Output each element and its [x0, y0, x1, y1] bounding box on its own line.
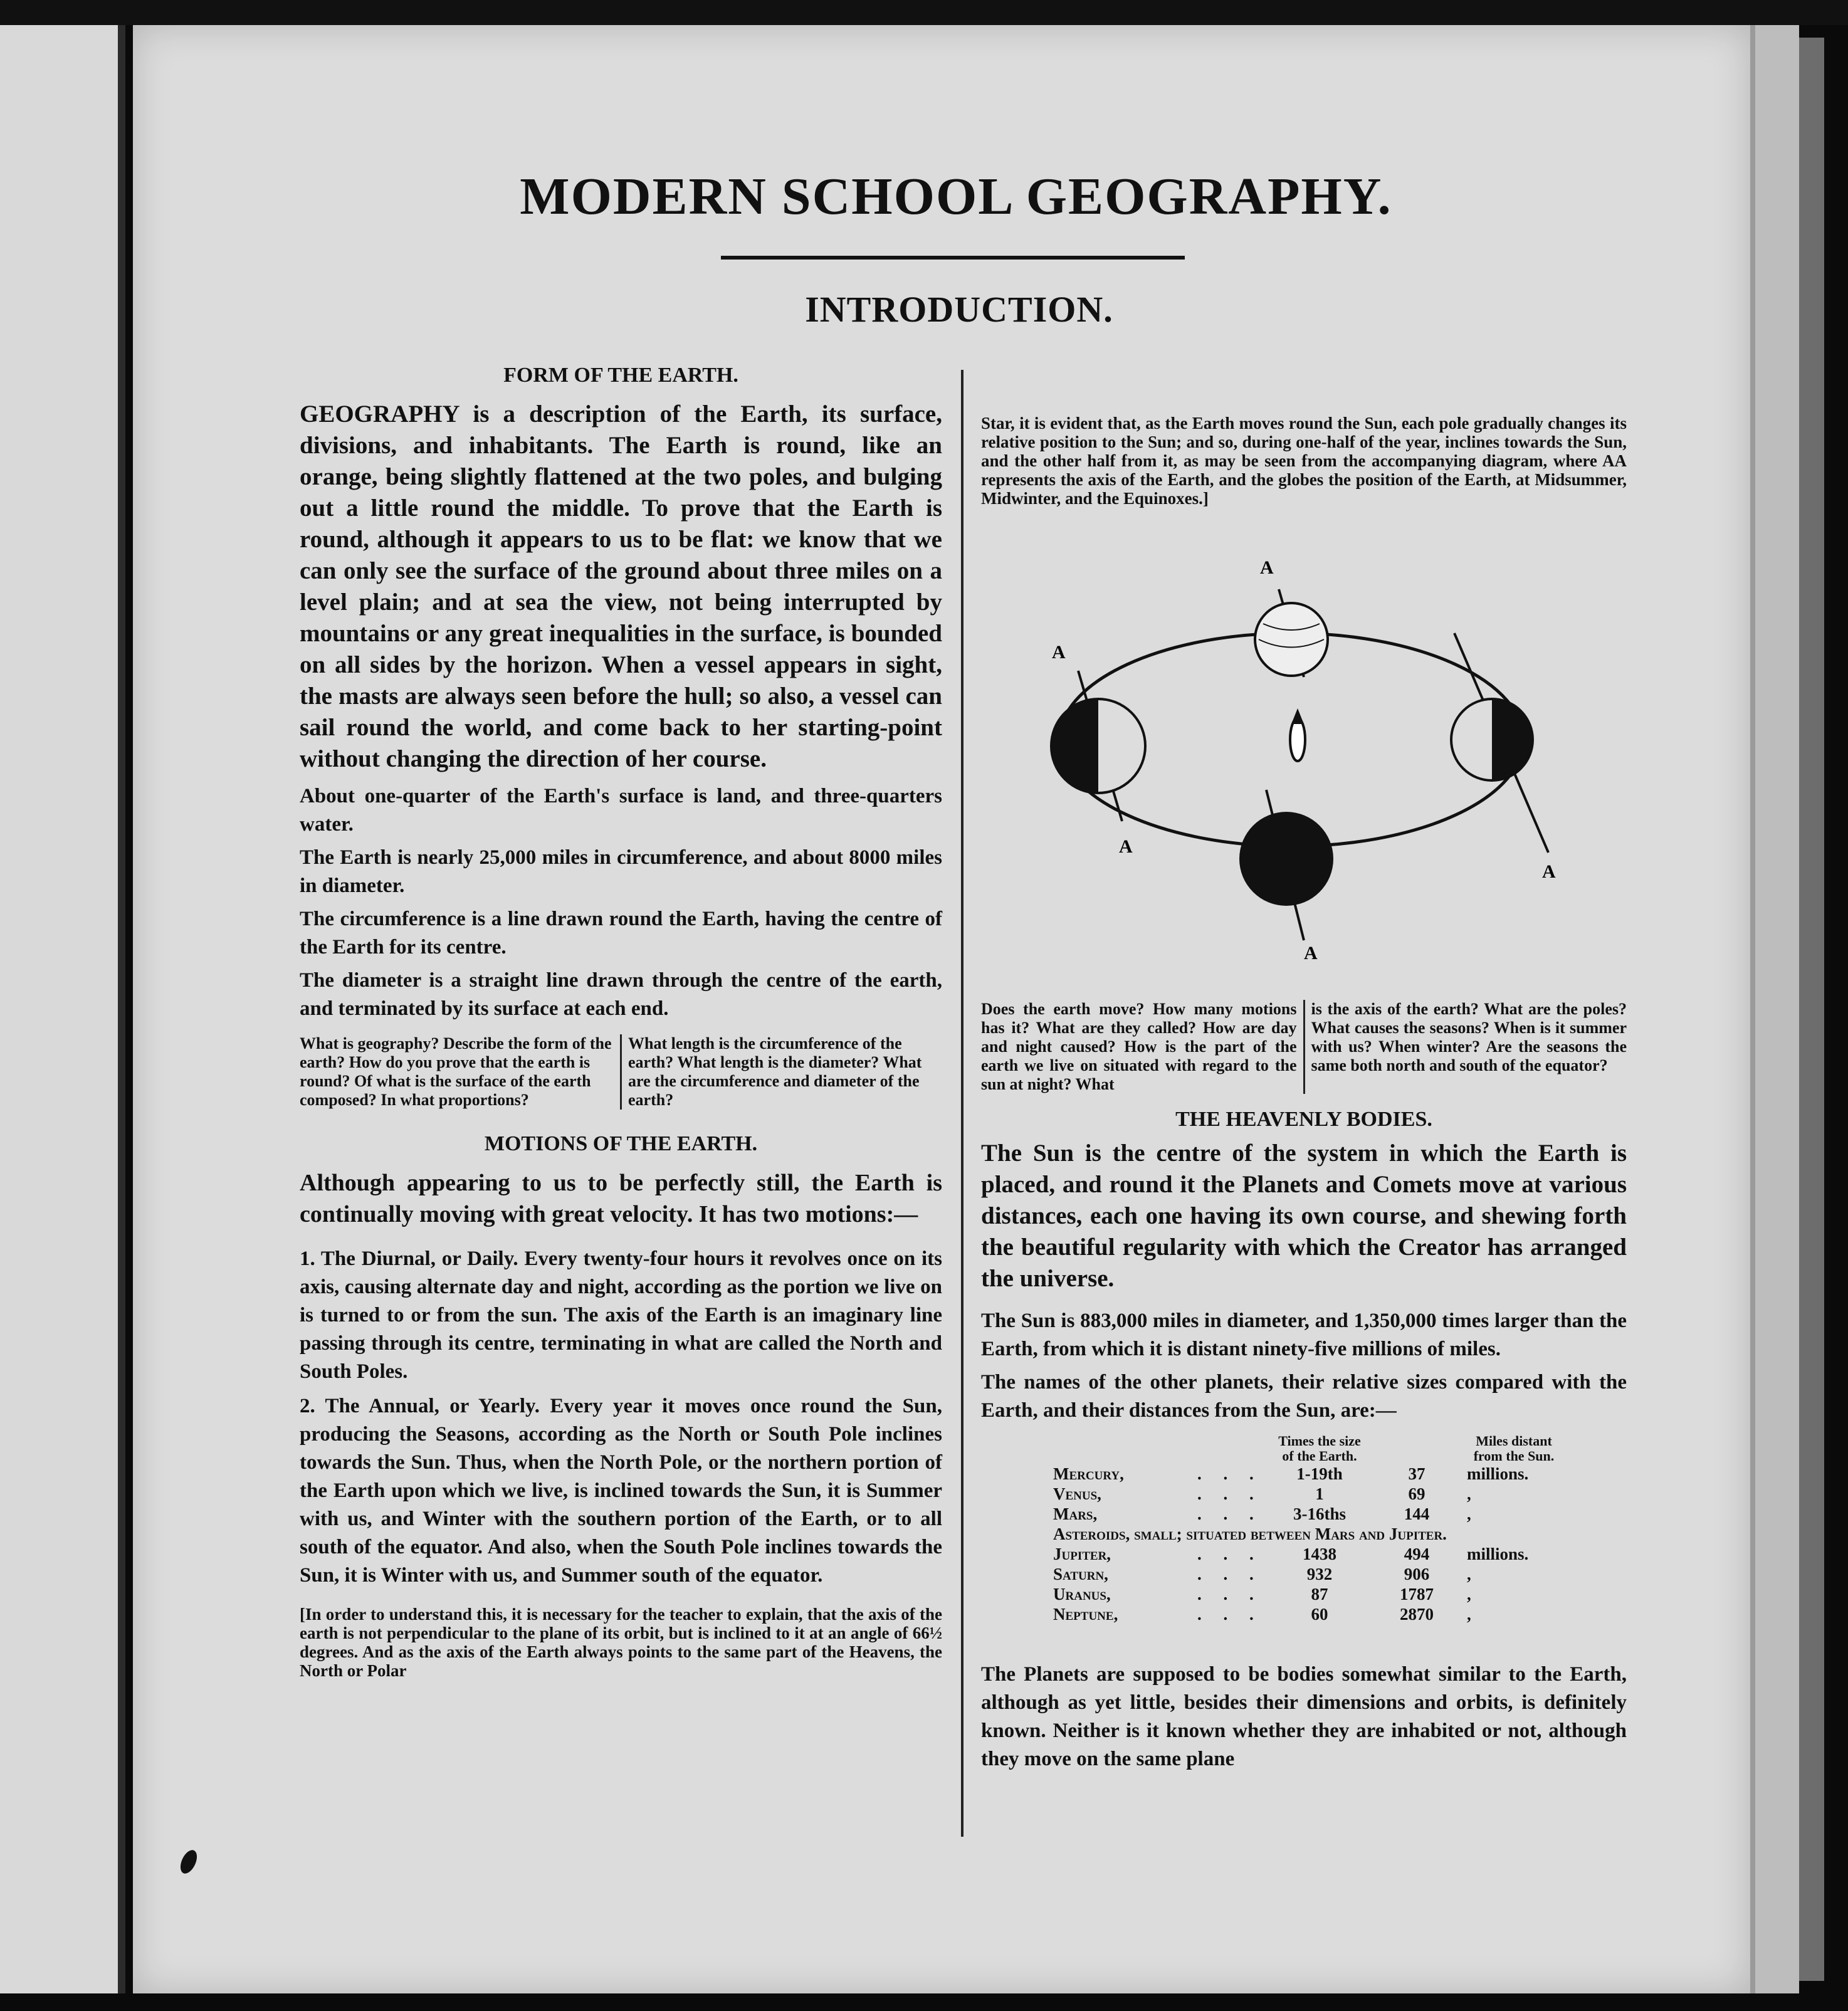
planet-name: Mercury, — [1053, 1464, 1124, 1483]
heavenly-heading: THE HEAVENLY BODIES. — [1175, 1108, 1432, 1131]
planet-size: 1 — [1315, 1484, 1324, 1503]
planet-unit: , — [1467, 1484, 1471, 1503]
questions-divider — [1303, 1000, 1305, 1094]
motions-intro: Although appearing to us to be perfectly still, the Earth is continually moving with great velocity. It has two motions:— — [300, 1170, 942, 1227]
diurnal-motion: 1. The Diurnal, or Daily. Every twenty-four hours it revolves once on its axis, causing alternate day and night, according as the portion we live on is turned to or from the sun. The axis of the Earth is an imaginary line passing through its centre, terminating in what are called the North and South Poles. — [300, 1247, 942, 1383]
planet-unit: , — [1467, 1604, 1471, 1624]
planet-unit: , — [1467, 1504, 1471, 1523]
planet-size: 60 — [1311, 1604, 1328, 1624]
teacher-note-continued: Star, it is evident that, as the Earth moves round the Sun, each pole gradually changes its relative position to the Sun; and so, during one-half of the year, inclines towards the Sun, and the other half from it, as may be seen from the accompanying diagram, where AA represents the axis of the Earth, and the globes the position of the Earth, at Midsummer, Midwinter, and the Equinoxes.] — [981, 414, 1627, 508]
planet-name: Venus, — [1053, 1484, 1101, 1503]
planets-intro: The names of the other planets, their relative sizes compared with the Earth, and their distances from the Sun, are:— — [981, 1371, 1627, 1422]
axis-label: A — [1119, 836, 1133, 857]
table-row — [1053, 1484, 1627, 1504]
title-rule — [721, 256, 1185, 260]
left-column — [300, 364, 942, 1680]
globe-right — [1451, 633, 1548, 853]
questions-divider — [620, 1034, 622, 1110]
form-paragraph: GEOGRAPHY is a description of the Earth, its surface, divisions, and inhabitants. The Earth is round, like an orange, being slightly flattened at the two poles, and bulging out a little round the middle. To prove that the Earth is round, although it appears to us to be flat: we know that we can only see the surface of the ground about three miles on a level plain; and at sea the view, not being interrupted by mountains or any great inequalities in the surface, is bounded on all sides by the horizon. When a vessel appears in sight, the masts are always seen before the hull; so also, a vessel can sail round the world, and come back to her starting-point without changing the direction of her course. — [300, 401, 942, 772]
land-water-text: About one-quarter of the Earth's surface is land, and three-quarters water. — [300, 785, 942, 836]
teacher-note: [In order to understand this, it is necessary for the teacher to explain, that the axis of the earth is not perpendicular to the plane of its orbit, but is inclined to it at an angle of 66½ degrees. And as the axis of the Earth always points to the same part of the Heavens, the North or Polar — [300, 1605, 942, 1680]
facing-page-edge — [0, 25, 125, 1993]
leader-dots: . . . — [1197, 1584, 1263, 1604]
column-divider — [961, 370, 963, 1837]
scan-top-border — [0, 0, 1848, 25]
planet-distance: 906 — [1404, 1564, 1430, 1583]
table-row — [1053, 1544, 1627, 1564]
axis-label: A — [1304, 943, 1318, 963]
right-column-lower — [981, 1000, 1627, 1773]
annual-motion: 2. The Annual, or Yearly. Every year it moves once round the Sun, producing the Seasons, according as the North or South Pole inclines towards the Sun. Thus, when the North Pole, or the northern portion of the Earth upon which we live, is inclined towards the Sun, it is Summer with us, and Winter with the southern portion of the Earth, or to all south of the equator. And also, when the South Pole inclines towards the Sun, it is Winter with us, and Summer south of the equator. — [300, 1395, 942, 1587]
seasons-diagram — [1028, 552, 1567, 990]
table-header-distance: Miles distant from the Sun. — [1473, 1433, 1555, 1464]
planet-unit: , — [1467, 1584, 1471, 1604]
planet-size: 87 — [1311, 1584, 1328, 1604]
diameter-definition: The diameter is a straight line drawn through the centre of the earth, and terminated by its surface at each end. — [300, 969, 942, 1020]
planet-unit: , — [1467, 1564, 1471, 1583]
circumference-fact: The Earth is nearly 25,000 miles in circumference, and about 8000 miles in diameter. — [300, 846, 942, 897]
planet-name: Mars, — [1053, 1504, 1098, 1523]
leader-dots: . . . — [1197, 1564, 1263, 1583]
axis-label: A — [1542, 861, 1556, 882]
planet-size: 3-16ths — [1293, 1504, 1346, 1523]
motion-questions-left: Does the earth move? How many motions has it? What are they called? How are day and night caused? How is the part of the earth we live on situated with regard to the sun at night? What — [981, 1000, 1297, 1093]
section-title: INTRODUCTION. — [805, 289, 1113, 330]
axis-label: A — [1052, 642, 1066, 663]
leader-dots: . . . — [1197, 1464, 1263, 1483]
planet-name: Uranus, — [1053, 1584, 1111, 1604]
right-column — [981, 414, 1627, 508]
sun-fact: The Sun is 883,000 miles in diameter, and 1,350,000 times larger than the Earth, from which it is distant ninety-five millions of miles. — [981, 1310, 1627, 1360]
table-row — [1053, 1564, 1627, 1584]
circumference-definition: The circumference is a line drawn round the Earth, having the centre of the Earth for its centre. — [300, 908, 942, 958]
table-row — [1053, 1464, 1627, 1484]
planet-name: Jupiter, — [1053, 1544, 1111, 1563]
motion-questions-right: is the axis of the earth? What are the poles? What causes the seasons? When is it summer with us? When winter? Are the seasons the same both north and south of the equator? — [1311, 1000, 1627, 1074]
sun-figure — [1290, 708, 1305, 761]
planet-distance: 2870 — [1400, 1604, 1434, 1624]
planet-size: 1-19th — [1296, 1464, 1343, 1483]
planet-distance: 69 — [1408, 1484, 1425, 1503]
page-stack-shadow — [1799, 38, 1824, 1981]
planet-table — [1053, 1434, 1627, 1624]
heavenly-intro: The Sun is the centre of the system in which the Earth is placed, and round it the Planets and Comets move at various distances, each one having its own course, and shewing forth the beautiful regularity with which the Creator has arranged the universe. — [981, 1140, 1627, 1292]
page-title: MODERN SCHOOL GEOGRAPHY. — [520, 167, 1392, 226]
leader-dots: . . . — [1197, 1544, 1263, 1563]
asteroids-row: Asteroids, small; situated between Mars and Jupiter. — [1053, 1524, 1447, 1543]
planet-unit: millions. — [1467, 1544, 1529, 1563]
form-heading: FORM OF THE EARTH. — [503, 364, 738, 387]
planet-name: Neptune, — [1053, 1604, 1118, 1624]
planet-rows — [1053, 1464, 1627, 1624]
motion-questions — [981, 1000, 1627, 1094]
planet-distance: 144 — [1404, 1504, 1430, 1523]
table-row — [1053, 1604, 1627, 1624]
planet-distance: 1787 — [1400, 1584, 1434, 1604]
form-questions-right: What length is the circumference of the earth? What length is the diameter? What are the circumference and diameter of the earth? — [628, 1034, 922, 1109]
axis-label: A — [1260, 557, 1274, 578]
planets-paragraph: The Planets are supposed to be bodies somewhat similar to the Earth, although as yet little, besides their dimensions and orbits, is definitely known. Neither is it known whether they are inhabited or not, although they move on the same plane — [981, 1663, 1627, 1770]
planet-size: 1438 — [1303, 1544, 1336, 1563]
table-row — [1053, 1504, 1627, 1524]
globe-bottom — [1239, 790, 1333, 940]
page-stack-edge — [1755, 25, 1799, 1993]
table-header-size: Times the size of the Earth. — [1278, 1433, 1361, 1464]
leader-dots: . . . — [1197, 1484, 1263, 1503]
form-questions-left: What is geography? Describe the form of the earth? How do you prove that the earth is round? Of what is the surface of the earth composed? In what proportions? — [300, 1034, 612, 1109]
planet-unit: millions. — [1467, 1464, 1529, 1483]
globe-top — [1255, 589, 1328, 677]
motions-heading: MOTIONS OF THE EARTH. — [484, 1132, 758, 1155]
planet-name: Saturn, — [1053, 1564, 1108, 1583]
leader-dots: . . . — [1197, 1604, 1263, 1624]
planet-distance: 494 — [1404, 1544, 1430, 1563]
table-row — [1053, 1584, 1627, 1604]
planet-size: 932 — [1306, 1564, 1333, 1583]
planet-distance: 37 — [1408, 1464, 1425, 1483]
leader-dots: . . . — [1197, 1504, 1263, 1523]
form-questions — [300, 1034, 942, 1110]
